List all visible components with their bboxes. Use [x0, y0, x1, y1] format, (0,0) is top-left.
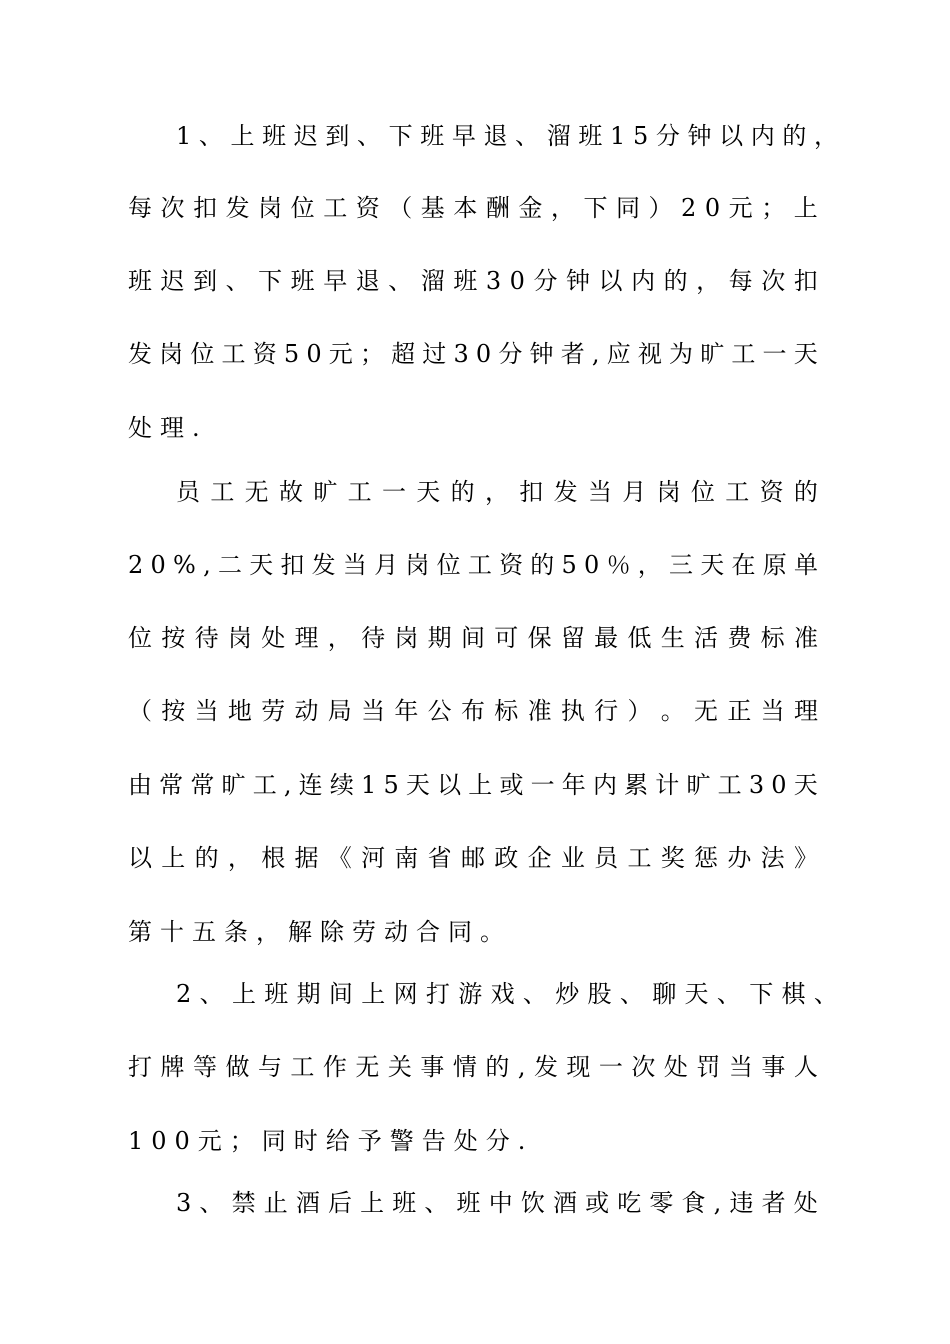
- text-line: 3 、 禁 止 酒 后 上 班 、 班 中 饮 酒 或 吃 零 食 , 违 者 处: [176, 1189, 818, 1217]
- text-line: 1 、 上 班 迟 到 、 下 班 早 退 、 溜 班 1 5 分 钟 以 内 的 ，: [176, 122, 838, 150]
- text-line: 由 常 常 旷 工 , 连 续 1 5 天 以 上 或 一 年 内 累 计 旷 工 3 0 天: [128, 771, 818, 799]
- text-line: 100元；同时给予警告处分.: [128, 1127, 534, 1155]
- text-line: 位 按 待 岗 处 理 ， 待 岗 期 间 可 保 留 最 低 生 活 费 标 准: [128, 624, 818, 652]
- text-line: 发 岗 位 工 资 5 0 元 ； 超 过 3 0 分 钟 者 , 应 视 为 旷 工 一 天: [128, 340, 818, 368]
- text-line: 2 、 上 班 期 间 上 网 打 游 戏 、 炒 股 、 聊 天 、 下 棋 、: [176, 980, 838, 1008]
- text-line: 员 工 无 故 旷 工 一 天 的 ， 扣 发 当 月 岗 位 工 资 的: [176, 478, 818, 506]
- text-line: 第十五条，解除劳动合同。: [128, 918, 512, 946]
- text-line: 处理.: [128, 414, 208, 442]
- text-line: 以 上 的 ， 根 据 《 河 南 省 邮 政 企 业 员 工 奖 惩 办 法 》: [128, 844, 818, 872]
- text-line: 每 次 扣 发 岗 位 工 资 （ 基 本 酬 金 ， 下 同 ） 2 0 元 ； 上: [128, 194, 818, 222]
- text-line: 班 迟 到 、 下 班 早 退 、 溜 班 3 0 分 钟 以 内 的 ， 每 次 扣: [128, 267, 818, 295]
- text-line: 打 牌 等 做 与 工 作 无 关 事 情 的 , 发 现 一 次 处 罚 当 事 人: [128, 1053, 818, 1081]
- text-line: 2 0 % , 二 天 扣 发 当 月 岗 位 工 资 的 5 0 ％ ， 三 天 在 原 单: [128, 551, 818, 579]
- text-line: （ 按 当 地 劳 动 局 当 年 公 布 标 准 执 行 ） 。 无 正 当 理: [128, 697, 818, 725]
